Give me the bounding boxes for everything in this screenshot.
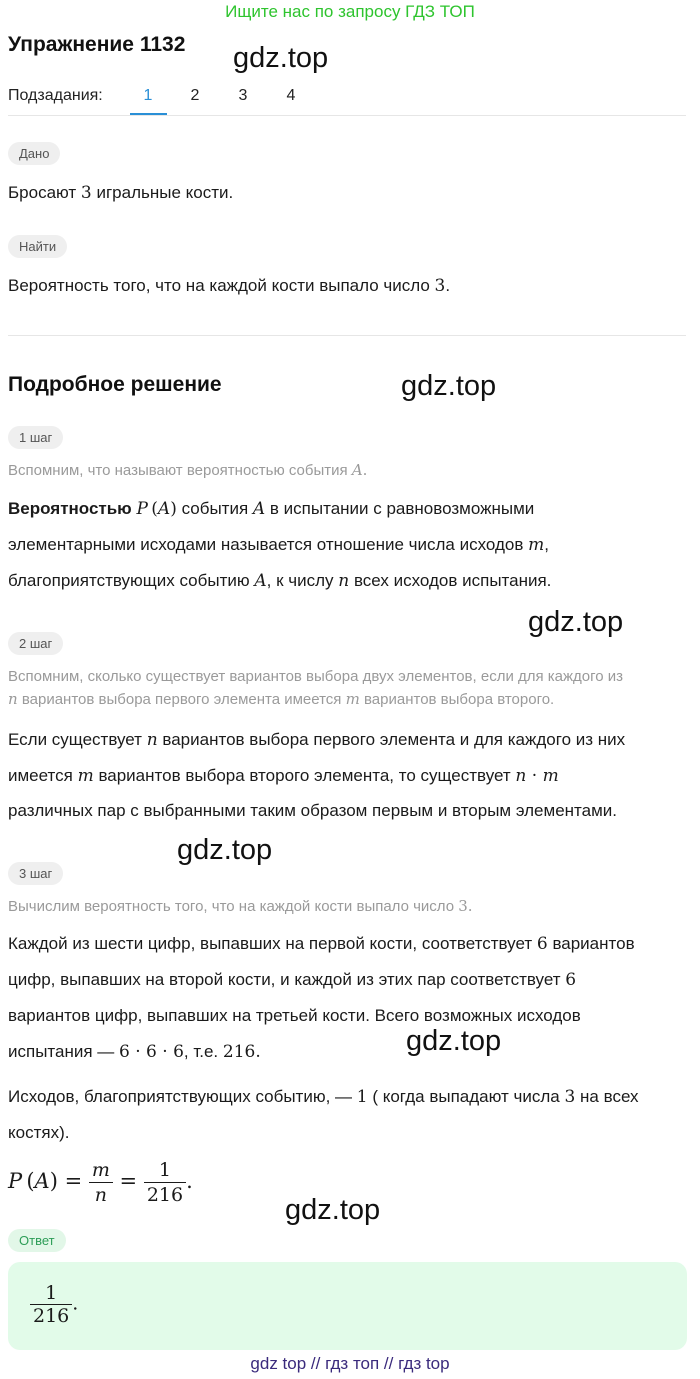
step-text: благоприятствующих событию A, к числу n всех исходов испытания.	[8, 571, 552, 591]
step-text: имеется m вариантов выбора второго элемента, то существует n · m	[8, 766, 559, 786]
step-text: цифр, выпавших на второй кости, и каждой из этих пар соответствует 6	[8, 970, 577, 990]
find-chip: Найти	[8, 235, 67, 258]
divider	[8, 335, 686, 336]
watermark: gdz.top	[233, 42, 329, 74]
watermark: gdz.top	[528, 606, 624, 638]
answer-value: $\frac{1}{216}$ .	[30, 1282, 78, 1327]
step-text: вариантов цифр, выпавших на третьей кости. Всего возможных исходов	[8, 1006, 581, 1025]
watermark: gdz.top	[285, 1194, 381, 1226]
step-chip: 3 шаг	[8, 862, 63, 885]
step-chip: 1 шаг	[8, 426, 63, 449]
step-text: элементарными исходами называется отношение числа исходов m,	[8, 535, 549, 555]
solution-title: Подробное решение	[8, 373, 222, 396]
watermark: gdz.top	[177, 834, 273, 866]
given-text: Бросают 3 игральные кости.	[8, 183, 234, 203]
watermark: gdz.top	[406, 1025, 502, 1057]
step-text: костях).	[8, 1123, 70, 1142]
step-hint: n вариантов выбора первого элемента имеется m вариантов выбора второго.	[8, 690, 555, 708]
step-chip: 2 шаг	[8, 632, 63, 655]
answer-box	[8, 1262, 687, 1350]
step-hint: Вспомним, что называют вероятностью события A.	[8, 461, 368, 479]
search-banner: Ищите нас по запросу ГДЗ ТОП	[225, 2, 475, 21]
tab-subtask-3[interactable]: 3	[238, 87, 248, 104]
step-text: испытания — 6 · 6 · 6, т.е. 216.	[8, 1042, 261, 1062]
divider	[8, 115, 686, 116]
page-title: Упражнение 1132	[8, 33, 186, 56]
tab-subtask-4[interactable]: 4	[286, 87, 296, 104]
answer-chip: Ответ	[8, 1229, 66, 1252]
probability-formula: P (A) = $\frac{m}{n}$ = $\frac{1}{216}$ .	[8, 1159, 193, 1206]
given-chip: Дано	[8, 142, 60, 165]
step-text: Каждой из шести цифр, выпавших на первой кости, соответствует 6 вариантов	[8, 934, 635, 954]
step-hint: Вспомним, сколько существует вариантов выбора двух элементов, если для каждого из	[8, 668, 624, 685]
tab-subtask-1[interactable]: 1	[143, 87, 153, 104]
subtasks-label: Подзадания:	[8, 87, 103, 104]
find-text: Вероятность того, что на каждой кости выпало число 3.	[8, 276, 451, 296]
step-text: различных пар с выбранными таким образом первым и вторым элементами.	[8, 801, 618, 820]
tab-subtask-2[interactable]: 2	[190, 87, 200, 104]
step-text: Вероятностью P (A) события A в испытании с равновозможными	[8, 499, 535, 519]
step-hint: Вычислим вероятность того, что на каждой кости выпало число 3.	[8, 897, 473, 915]
footer-links[interactable]: gdz top // гдз топ // гдз top	[250, 1354, 450, 1373]
step-text: Исходов, благоприятствующих событию, — 1 ( когда выпадают числа 3 на всех	[8, 1087, 639, 1107]
step-text: Если существует n вариантов выбора первого элемента и для каждого из них	[8, 730, 626, 750]
watermark: gdz.top	[401, 370, 497, 402]
